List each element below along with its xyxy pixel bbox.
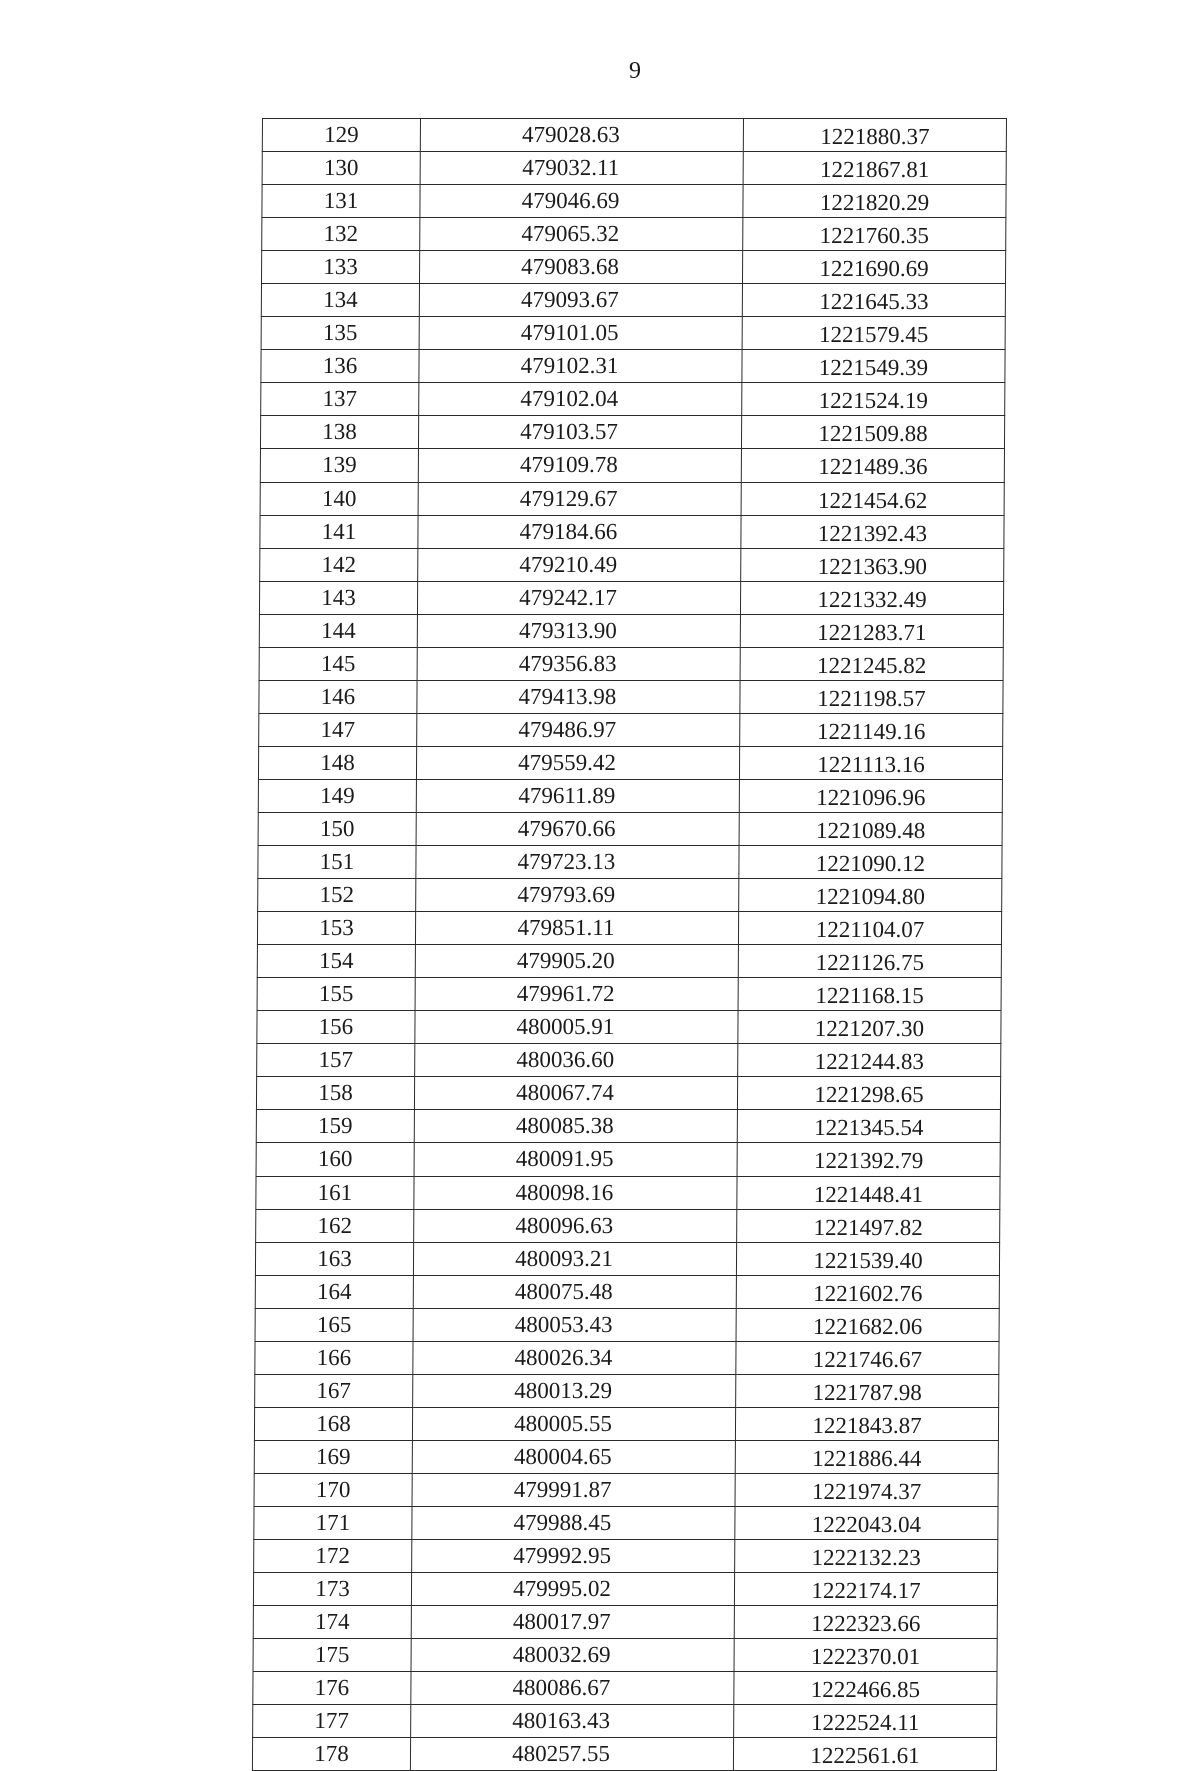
point-number-cell: 135: [261, 317, 419, 350]
table-row: [257, 945, 1001, 978]
x-coordinate-cell: 480053.43: [413, 1308, 736, 1341]
y-coordinate-cell: 1221448.41: [737, 1176, 1000, 1209]
y-coordinate-cell: 1221820.29: [743, 185, 1006, 218]
point-number-cell: 137: [261, 383, 419, 416]
point-number-cell: 131: [262, 185, 420, 218]
coordinates-table-body: [252, 119, 1006, 1771]
coordinates-table-container: [252, 118, 1007, 1771]
x-coordinate-cell: 480093.21: [413, 1242, 736, 1275]
point-number-cell: 165: [255, 1308, 413, 1341]
table-row: [260, 482, 1004, 515]
table-row: [258, 879, 1002, 912]
table-row: [259, 647, 1003, 680]
x-coordinate-cell: 479992.95: [412, 1540, 735, 1573]
y-coordinate-cell: 1221787.98: [736, 1374, 999, 1407]
y-coordinate-cell: 1222323.66: [734, 1606, 997, 1639]
y-coordinate-cell: 1221509.88: [741, 416, 1004, 449]
y-coordinate-cell: 1221244.83: [738, 1044, 1001, 1077]
x-coordinate-cell: 479065.32: [420, 218, 743, 251]
point-number-cell: 163: [255, 1242, 413, 1275]
table-row: [257, 1011, 1001, 1044]
y-coordinate-cell: 1221104.07: [738, 912, 1001, 945]
y-coordinate-cell: 1221843.87: [735, 1407, 998, 1440]
point-number-cell: 175: [253, 1639, 411, 1672]
point-number-cell: 156: [257, 1011, 415, 1044]
y-coordinate-cell: 1221198.57: [740, 680, 1003, 713]
y-coordinate-cell: 1221363.90: [741, 548, 1004, 581]
table-row: [254, 1440, 998, 1473]
y-coordinate-cell: 1222174.17: [734, 1573, 997, 1606]
x-coordinate-cell: 480013.29: [413, 1374, 736, 1407]
x-coordinate-cell: 479102.31: [419, 350, 742, 383]
point-number-cell: 146: [259, 680, 417, 713]
point-number-cell: 138: [260, 416, 418, 449]
y-coordinate-cell: 1221245.82: [740, 647, 1003, 680]
x-coordinate-cell: 479028.63: [420, 119, 743, 152]
x-coordinate-cell: 480085.38: [414, 1110, 737, 1143]
x-coordinate-cell: 480163.43: [411, 1705, 734, 1738]
table-row: [262, 218, 1006, 251]
point-number-cell: 155: [257, 978, 415, 1011]
table-row: [257, 1044, 1001, 1077]
table-row: [260, 449, 1004, 482]
table-row: [259, 581, 1003, 614]
x-coordinate-cell: 479210.49: [418, 548, 741, 581]
point-number-cell: 150: [258, 812, 416, 845]
table-row: [258, 746, 1002, 779]
y-coordinate-cell: 1222524.11: [734, 1705, 997, 1738]
table-row: [256, 1209, 1000, 1242]
table-row: [261, 284, 1005, 317]
x-coordinate-cell: 479793.69: [416, 879, 739, 912]
y-coordinate-cell: 1222561.61: [733, 1738, 996, 1771]
point-number-cell: 168: [254, 1407, 412, 1440]
table-row: [262, 119, 1006, 152]
y-coordinate-cell: 1221392.79: [737, 1143, 1000, 1176]
point-number-cell: 143: [259, 581, 417, 614]
x-coordinate-cell: 480096.63: [414, 1209, 737, 1242]
table-row: [261, 350, 1005, 383]
point-number-cell: 152: [258, 879, 416, 912]
y-coordinate-cell: 1221392.43: [741, 515, 1004, 548]
point-number-cell: 139: [260, 449, 418, 482]
y-coordinate-cell: 1222132.23: [735, 1540, 998, 1573]
x-coordinate-cell: 479101.05: [419, 317, 742, 350]
y-coordinate-cell: 1222370.01: [734, 1639, 997, 1672]
y-coordinate-cell: 1222466.85: [734, 1672, 997, 1705]
point-number-cell: 177: [253, 1705, 411, 1738]
x-coordinate-cell: 480067.74: [414, 1077, 737, 1110]
point-number-cell: 136: [261, 350, 419, 383]
point-number-cell: 164: [255, 1275, 413, 1308]
x-coordinate-cell: 479559.42: [416, 746, 739, 779]
x-coordinate-cell: 479109.78: [418, 449, 741, 482]
table-row: [262, 152, 1006, 185]
y-coordinate-cell: 1221298.65: [737, 1077, 1000, 1110]
table-row: [252, 1738, 996, 1771]
table-row: [255, 1275, 999, 1308]
y-coordinate-cell: 1221880.37: [743, 119, 1006, 152]
table-row: [260, 416, 1004, 449]
y-coordinate-cell: 1221682.06: [736, 1308, 999, 1341]
table-row: [254, 1506, 998, 1539]
table-row: [257, 912, 1001, 945]
point-number-cell: 154: [257, 945, 415, 978]
x-coordinate-cell: 480005.91: [415, 1011, 738, 1044]
point-number-cell: 170: [254, 1473, 412, 1506]
table-row: [261, 383, 1005, 416]
y-coordinate-cell: 1221454.62: [741, 482, 1004, 515]
x-coordinate-cell: 479413.98: [417, 680, 740, 713]
point-number-cell: 169: [254, 1440, 412, 1473]
point-number-cell: 153: [257, 912, 415, 945]
x-coordinate-cell: 480098.16: [414, 1176, 737, 1209]
x-coordinate-cell: 479991.87: [412, 1473, 735, 1506]
x-coordinate-cell: 480086.67: [411, 1672, 734, 1705]
table-row: [254, 1540, 998, 1573]
point-number-cell: 176: [253, 1672, 411, 1705]
y-coordinate-cell: 1221113.16: [739, 746, 1002, 779]
table-row: [257, 978, 1001, 1011]
y-coordinate-cell: 1221579.45: [742, 317, 1005, 350]
table-row: [255, 1374, 999, 1407]
x-coordinate-cell: 479093.67: [419, 284, 742, 317]
y-coordinate-cell: 1221332.49: [740, 581, 1003, 614]
table-row: [256, 1110, 1000, 1143]
point-number-cell: 160: [256, 1143, 414, 1176]
y-coordinate-cell: 1221090.12: [739, 846, 1002, 879]
table-row: [255, 1341, 999, 1374]
x-coordinate-cell: 479313.90: [417, 614, 740, 647]
x-coordinate-cell: 480036.60: [415, 1044, 738, 1077]
point-number-cell: 159: [256, 1110, 414, 1143]
y-coordinate-cell: 1221094.80: [739, 879, 1002, 912]
point-number-cell: 162: [256, 1209, 414, 1242]
y-coordinate-cell: 1221746.67: [736, 1341, 999, 1374]
x-coordinate-cell: 479184.66: [418, 515, 741, 548]
table-row: [254, 1473, 998, 1506]
point-number-cell: 166: [255, 1341, 413, 1374]
x-coordinate-cell: 479102.04: [419, 383, 742, 416]
x-coordinate-cell: 479995.02: [411, 1573, 734, 1606]
y-coordinate-cell: 1221539.40: [736, 1242, 999, 1275]
table-row: [259, 614, 1003, 647]
table-row: [262, 185, 1006, 218]
table-row: [260, 515, 1004, 548]
x-coordinate-cell: 480091.95: [414, 1143, 737, 1176]
y-coordinate-cell: 1221489.36: [741, 449, 1004, 482]
point-number-cell: 144: [259, 614, 417, 647]
x-coordinate-cell: 480017.97: [411, 1606, 734, 1639]
page-number: 9: [629, 58, 641, 84]
x-coordinate-cell: 480005.55: [412, 1407, 735, 1440]
y-coordinate-cell: 1221149.16: [740, 713, 1003, 746]
y-coordinate-cell: 1221168.15: [738, 978, 1001, 1011]
point-number-cell: 140: [260, 482, 418, 515]
point-number-cell: 149: [258, 779, 416, 812]
table-row: [255, 1242, 999, 1275]
point-number-cell: 174: [253, 1606, 411, 1639]
x-coordinate-cell: 479242.17: [417, 581, 740, 614]
x-coordinate-cell: 479961.72: [415, 978, 738, 1011]
x-coordinate-cell: 479851.11: [415, 912, 738, 945]
y-coordinate-cell: 1221497.82: [737, 1209, 1000, 1242]
y-coordinate-cell: 1221549.39: [742, 350, 1005, 383]
point-number-cell: 142: [260, 548, 418, 581]
table-row: [254, 1407, 998, 1440]
point-number-cell: 147: [259, 713, 417, 746]
y-coordinate-cell: 1222043.04: [735, 1506, 998, 1539]
point-number-cell: 148: [258, 746, 416, 779]
table-row: [259, 713, 1003, 746]
table-row: [258, 812, 1002, 845]
table-row: [256, 1176, 1000, 1209]
y-coordinate-cell: 1221089.48: [739, 812, 1002, 845]
table-row: [261, 251, 1005, 284]
point-number-cell: 167: [255, 1374, 413, 1407]
y-coordinate-cell: 1221760.35: [743, 218, 1006, 251]
point-number-cell: 145: [259, 647, 417, 680]
point-number-cell: 132: [262, 218, 420, 251]
point-number-cell: 161: [256, 1176, 414, 1209]
table-row: [260, 548, 1004, 581]
x-coordinate-cell: 479905.20: [415, 945, 738, 978]
x-coordinate-cell: 479611.89: [416, 779, 739, 812]
point-number-cell: 173: [253, 1573, 411, 1606]
table-row: [258, 779, 1002, 812]
x-coordinate-cell: 479356.83: [417, 647, 740, 680]
y-coordinate-cell: 1221645.33: [742, 284, 1005, 317]
table-row: [253, 1705, 997, 1738]
point-number-cell: 171: [254, 1506, 412, 1539]
y-coordinate-cell: 1221867.81: [743, 152, 1006, 185]
y-coordinate-cell: 1221524.19: [742, 383, 1005, 416]
point-number-cell: 172: [254, 1540, 412, 1573]
x-coordinate-cell: 479670.66: [416, 812, 739, 845]
point-number-cell: 134: [261, 284, 419, 317]
point-number-cell: 130: [262, 152, 420, 185]
y-coordinate-cell: 1221886.44: [735, 1440, 998, 1473]
x-coordinate-cell: 480257.55: [410, 1738, 733, 1771]
table-row: [253, 1606, 997, 1639]
x-coordinate-cell: 479083.68: [419, 251, 742, 284]
x-coordinate-cell: 479486.97: [417, 713, 740, 746]
x-coordinate-cell: 479103.57: [418, 416, 741, 449]
y-coordinate-cell: 1221602.76: [736, 1275, 999, 1308]
table-row: [256, 1077, 1000, 1110]
x-coordinate-cell: 480032.69: [411, 1639, 734, 1672]
y-coordinate-cell: 1221974.37: [735, 1473, 998, 1506]
x-coordinate-cell: 480004.65: [412, 1440, 735, 1473]
point-number-cell: 158: [256, 1077, 414, 1110]
table-row: [259, 680, 1003, 713]
table-row: [256, 1143, 1000, 1176]
y-coordinate-cell: 1221283.71: [740, 614, 1003, 647]
y-coordinate-cell: 1221096.96: [739, 779, 1002, 812]
table-row: [255, 1308, 999, 1341]
point-number-cell: 157: [257, 1044, 415, 1077]
y-coordinate-cell: 1221345.54: [737, 1110, 1000, 1143]
table-row: [253, 1573, 997, 1606]
table-row: [261, 317, 1005, 350]
point-number-cell: 141: [260, 515, 418, 548]
y-coordinate-cell: 1221690.69: [742, 251, 1005, 284]
table-row: [253, 1639, 997, 1672]
coordinates-table: [252, 118, 1007, 1771]
y-coordinate-cell: 1221207.30: [738, 1011, 1001, 1044]
y-coordinate-cell: 1221126.75: [738, 945, 1001, 978]
point-number-cell: 129: [262, 119, 420, 152]
x-coordinate-cell: 480075.48: [413, 1275, 736, 1308]
x-coordinate-cell: 479129.67: [418, 482, 741, 515]
point-number-cell: 178: [252, 1738, 410, 1771]
point-number-cell: 133: [261, 251, 419, 284]
x-coordinate-cell: 479723.13: [416, 846, 739, 879]
x-coordinate-cell: 479046.69: [420, 185, 743, 218]
x-coordinate-cell: 479032.11: [420, 152, 743, 185]
point-number-cell: 151: [258, 846, 416, 879]
x-coordinate-cell: 479988.45: [412, 1506, 735, 1539]
table-row: [253, 1672, 997, 1705]
x-coordinate-cell: 480026.34: [413, 1341, 736, 1374]
table-row: [258, 846, 1002, 879]
